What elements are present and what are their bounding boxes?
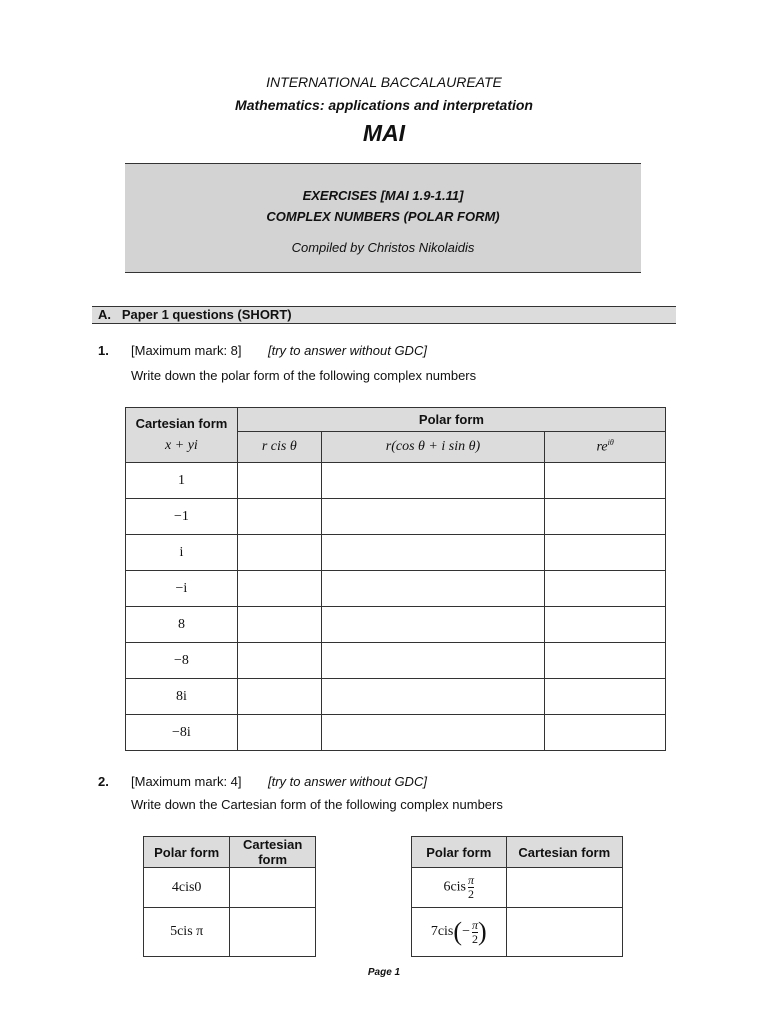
answer-trig[interactable] [321, 679, 545, 715]
cartesian-cell: −1 [126, 499, 238, 535]
header-cartesian: Cartesian form [230, 837, 316, 868]
table-row [126, 535, 666, 571]
q2-hint: [try to answer without GDC] [268, 774, 427, 789]
header-polar: Polar form [237, 408, 665, 432]
polar-cell: 5cis π [144, 908, 230, 957]
table-row [126, 643, 666, 679]
numerator: π [471, 917, 478, 932]
q2-table-right [411, 836, 623, 957]
header-cartesian: Cartesian form [506, 837, 623, 868]
cartesian-cell: −8 [126, 643, 238, 679]
table-row [126, 679, 666, 715]
denominator: 2 [468, 887, 475, 901]
answer-trig[interactable] [321, 463, 545, 499]
polar-cell: 7cis(− $\frac{\pi}{2}$ ) [412, 908, 507, 957]
table-row [126, 499, 666, 535]
answer-rcis[interactable] [237, 643, 321, 679]
table-row [126, 463, 666, 499]
q1-table [125, 407, 666, 751]
prefix: 7cis [430, 924, 454, 940]
header-cartesian-sub: x + yi [165, 438, 198, 453]
denominator: 2 [471, 931, 478, 946]
table-row [126, 715, 666, 751]
answer-rcis[interactable] [237, 535, 321, 571]
section-heading [92, 306, 676, 324]
answer-trig[interactable] [321, 607, 545, 643]
page-number: Page 1 [367, 967, 401, 978]
answer-trig[interactable] [321, 643, 545, 679]
header-exp [545, 432, 666, 463]
answer-trig[interactable] [321, 499, 545, 535]
answer-rcis[interactable] [237, 571, 321, 607]
cartesian-cell: 1 [126, 463, 238, 499]
answer-exp[interactable] [545, 463, 666, 499]
section-label: A. Paper 1 questions (SHORT) [98, 307, 292, 322]
header-rcis: r cis θ [237, 432, 321, 463]
answer-trig[interactable] [321, 715, 545, 751]
header-polar: Polar form [412, 837, 507, 868]
q1-text: Write down the polar form of the following complex numbers [131, 368, 477, 383]
header-trig: r(cos θ + i sin θ) [321, 432, 545, 463]
table-row [126, 571, 666, 607]
answer-cell[interactable] [506, 868, 623, 908]
answer-rcis[interactable] [237, 499, 321, 535]
answer-rcis[interactable] [237, 679, 321, 715]
q2-number: 2. [98, 774, 109, 789]
answer-exp[interactable] [545, 535, 666, 571]
answer-exp[interactable] [545, 499, 666, 535]
polar-cell [412, 868, 507, 908]
answer-trig[interactable] [321, 571, 545, 607]
table-row [126, 607, 666, 643]
cartesian-cell: 8i [126, 679, 238, 715]
prefix: 6cis [443, 879, 467, 895]
exp-base: re [596, 439, 608, 455]
cartesian-cell: i [126, 535, 238, 571]
answer-exp[interactable] [545, 643, 666, 679]
exp-power: iθ [607, 438, 614, 448]
polar-cell: 4cis0 [144, 868, 230, 908]
answer-rcis[interactable] [237, 463, 321, 499]
answer-exp[interactable] [545, 679, 666, 715]
cartesian-cell: −i [126, 571, 238, 607]
course-code: MAI [362, 120, 406, 146]
header-cartesian [126, 408, 238, 463]
answer-cell[interactable] [506, 908, 623, 957]
banner-author: Compiled by Christos Nikolaidis [291, 240, 475, 255]
numerator: π [468, 873, 475, 887]
header-polar: Polar form [144, 837, 230, 868]
cartesian-cell: −8i [126, 715, 238, 751]
sign: − [462, 924, 470, 940]
q2-text: Write down the Cartesian form of the following complex numbers [131, 797, 503, 812]
fraction [468, 874, 474, 901]
answer-cell[interactable] [230, 868, 316, 908]
answer-rcis[interactable] [237, 607, 321, 643]
q1-mark: [Maximum mark: 8] [131, 343, 242, 358]
header-cartesian-label: Cartesian form [135, 416, 228, 431]
banner-line1: EXERCISES [MAI 1.9-1.11] [302, 188, 464, 203]
org-title: INTERNATIONAL BACCALAUREATE [266, 74, 502, 90]
answer-rcis[interactable] [237, 715, 321, 751]
answer-exp[interactable] [545, 571, 666, 607]
q2-table-left [143, 836, 316, 957]
answer-cell[interactable] [230, 908, 316, 957]
banner-line2: COMPLEX NUMBERS (POLAR FORM) [266, 209, 500, 224]
course-title: Mathematics: applications and interpretation [235, 97, 533, 113]
title-banner [125, 163, 641, 273]
answer-trig[interactable] [321, 535, 545, 571]
q1-number: 1. [98, 343, 109, 358]
answer-exp[interactable] [545, 715, 666, 751]
cartesian-cell: 8 [126, 607, 238, 643]
q2-mark: [Maximum mark: 4] [131, 774, 242, 789]
answer-exp[interactable] [545, 607, 666, 643]
q1-hint: [try to answer without GDC] [268, 343, 427, 358]
